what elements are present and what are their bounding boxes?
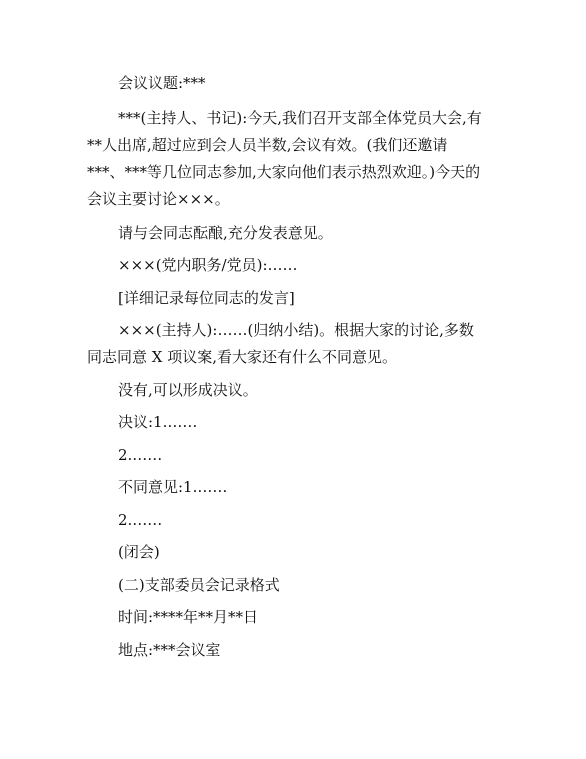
location-line: 地点:***会议室 [118,641,221,659]
dissent-item-1: 不同意见:1.…… [118,478,228,496]
host-summary-line-2: 同志同意 X 项议案,看大家还有什么不同意见。 [87,348,397,366]
host-opening-line-3: ***、***等几位同志参加,大家向他们表示热烈欢迎。)今天的 [87,163,481,181]
meeting-close-line: (闭会) [118,543,160,561]
resolution-item-2: 2.…… [118,446,163,464]
host-opening-line-4: 会议主要讨论×××。 [87,190,230,208]
host-opening-line-1: ***(主持人、书记):今天,我们召开支部全体党员大会,有 [118,109,482,127]
member-speech-line: ×××(党内职务/党员):…… [118,256,298,274]
resolution-item-1: 决议:1.…… [118,413,198,431]
record-note-line: [详细记录每位同志的发言] [118,289,295,307]
meeting-topic-line: 会议议题:*** [118,74,206,92]
host-opening-line-2: **人出席,超过应到会人员半数,会议有效。(我们还邀请 [87,136,448,154]
deliberation-request-line: 请与会同志酝酿,充分发表意见。 [118,224,333,242]
host-summary-line-1: ×××(主持人):……(归纳小结)。根据大家的讨论,多数 [118,321,474,339]
dissent-item-2: 2.…… [118,511,163,529]
resolution-intro-line: 没有,可以形成决议。 [118,381,258,399]
section-heading: (二)支部委员会记录格式 [118,576,280,594]
time-line: 时间:****年**月**日 [118,608,259,626]
